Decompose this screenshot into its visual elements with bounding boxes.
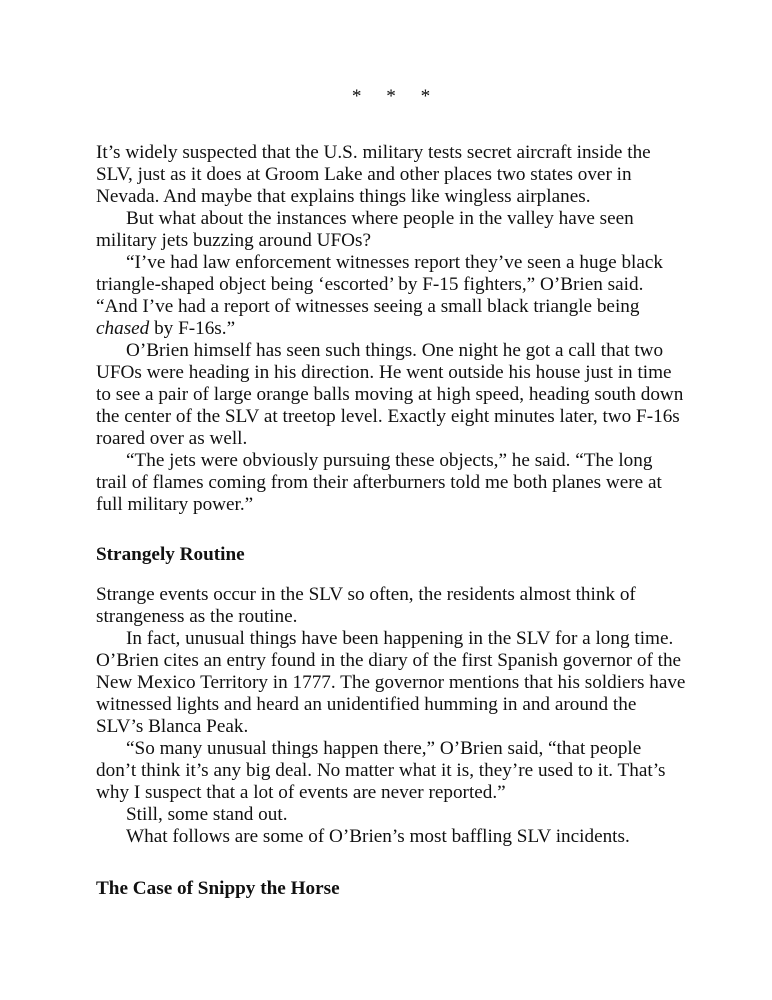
paragraph: Strange events occur in the SLV so often, the residents almost think of strangeness as the routine. <box>96 584 636 627</box>
paragraph-text: by F-16s.” <box>149 318 236 339</box>
section-heading: Strangely Routine <box>96 544 245 565</box>
section-break: * * * <box>351 86 441 107</box>
paragraph: “The jets were obviously pursuing these objects,” he said. “The long trail of flames coming from their afterburners told me both planes were at full military power.” <box>96 450 662 515</box>
paragraph: “So many unusual things happen there,” O’Brien said, “that people don’t think it’s any big deal. No matter what it is, they’re used to it. That’s why I suspect that a lot of events are never reported.” <box>96 738 666 803</box>
paragraph: O’Brien himself has seen such things. One night he got a call that two UFOs were heading in his direction. He went outside his house just in time to see a pair of large orange balls moving at high speed, heading south down the center of the SLV at treetop level. Exactly eight minutes later, two F-16s roared over as well. <box>96 340 684 449</box>
paragraph: Still, some stand out. <box>126 804 288 825</box>
section-heading: The Case of Snippy the Horse <box>96 878 340 899</box>
paragraph-with-emphasis <box>96 252 686 340</box>
paragraph: But what about the instances where people in the valley have seen military jets buzzing around UFOs? <box>96 208 634 251</box>
emphasized-word: chased <box>96 318 150 339</box>
paragraph: It’s widely suspected that the U.S. military tests secret aircraft inside the SLV, just as it does at Groom Lake and other places two states over in Nevada. And maybe that explains things like wingless airplanes. <box>96 142 651 207</box>
paragraph: In fact, unusual things have been happening in the SLV for a long time. O’Brien cites an entry found in the diary of the first Spanish governor of the New Mexico Territory in 1777. The governor mentions that his soldiers have witnessed lights and heard an unidentified humming in and around the SLV’s Blanca Peak. <box>96 628 686 737</box>
paragraph: What follows are some of O’Brien’s most baffling SLV incidents. <box>126 826 630 847</box>
paragraph-text: “I’ve had law enforcement witnesses report they’ve seen a huge black triangle-shaped object being ‘escorted’ by F-15 fighters,” O’Brien said. “And I’ve had a report of witnesses seeing a small black triangle being <box>96 252 664 317</box>
book-page <box>96 86 686 900</box>
